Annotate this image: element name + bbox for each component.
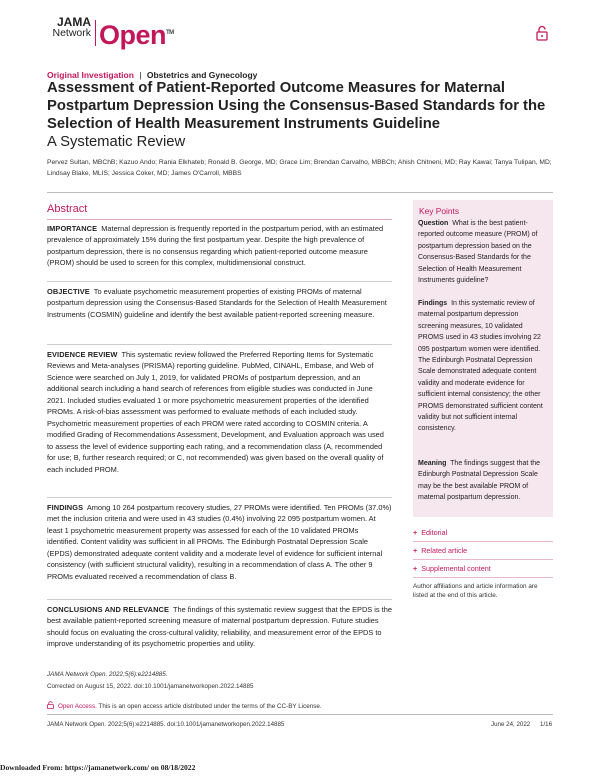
editorial-link-label: Editorial [421,528,448,537]
key-point-label: Question [418,220,449,227]
supplemental-content-link-label: Supplemental content [421,564,491,573]
section-label: CONCLUSIONS AND RELEVANCE [47,605,169,614]
article-specialty: Obstetrics and Gynecology [146,70,258,80]
section-text: This systematic review followed the Preferred Reporting Items for Systematic Reviews and Meta-analyses (PRISMA) reporting guideline. PubMed, CINAHL, Embase, and Web of Science were searched on July 1, 2019, for validated PROMs of postpartum depression, and an additional search including a hand search of references from eligible studies was conducted in June 2021. Included studies evaluated 1 or more psychometric measurement properties of the identified PROMs. A risk-of-bias assessment was performed to evaluate methods of each included study. Psychometric measurement properties of each PROM were rated according to COSMIN criteria. A modified Grading of Recommendations Assessment, Development, and Evaluation approach was used to assess the level of evidence supporting each rating, and a recommendation class (A, recommended for use; B, further research required; or C, not recommended) was given based on the overall quality of each included PROM. [47,350,384,474]
key-point-text: What is the best patient-reported outcome measure (PROM) of postpartum depression based on the Consensus-Based Standards for the Selection of Health Measurement Instruments guideline? [418,220,538,285]
key-points-heading: Key Points [419,206,460,216]
affiliations-note: Author affiliations and article information are listed at the end of this article. [413,583,538,599]
logo-line1: JAMA [56,15,91,29]
abstract-objective [47,286,392,320]
section-text: To evaluate psychometric measurement properties of existing PROMs of maternal postpartum depression using the Consensus-Based Standards for the Selection of Health Measurement Instruments (COSMIN) guideline and identify the best available patient-reported screening measure. [47,287,387,319]
footer-page-number: 1/16 [540,721,553,728]
tag-separator: | [139,70,142,80]
plus-icon: + [413,546,418,555]
logo-open [99,19,174,49]
key-point-label: Findings [418,300,448,307]
section-label: IMPORTANCE [47,224,98,233]
section-divider [47,599,392,600]
section-label: OBJECTIVE [47,287,90,296]
abstract-heading: Abstract [47,203,88,215]
open-access-label: Open Access. [58,703,97,710]
section-label: FINDINGS [47,503,84,512]
abstract-evidence-review [47,349,392,475]
open-access-text: This is an open access article distributed under the terms of the CC-BY License. [98,703,322,710]
section-text: The findings of this systematic review suggest that the EPDS is the best available patient-reported screening measure of maternal postpartum depression. Future studies should focus on evaluating the cross-cultural validity, reliability, and measurement error of the EPDS to improve understanding of its psychometric properties and utility. [47,605,392,649]
link-divider [413,577,553,578]
related-article-link-label: Related article [421,546,468,555]
key-point-text: In this systematic review of maternal postpartum depression screening measures, 10 validated PROMS used in 43 studies involving 22 095 postpartum women were identified. The Edinburgh Postnatal Depression Scale demonstrated adequate content validity and moderate evidence for sufficient internal consistency; the other PROMS demonstrated sufficient content validity but not sufficient internal consistency. [418,300,543,433]
section-text: Among 10 264 postpartum recovery studies, 27 PROMs were identified. Ten PROMs (37.0%) met the inclusion criteria and were used in 43 studies (0.4%) involving 22 095 postpartum women. At least 1 psychometric measurement property was assessed for each of the 10 validated PROMs identified. Content validity was sufficient in all PROMs. The Edinburgh Postnatal Depression Scale (EPDS) demonstrated adequate content validity and a moderate level of evidence for sufficient internal consistency (with sufficient structural validity), resulting in a recommendation of class A. The other 9 PROMs evaluated received a recommendation of class B. [47,503,392,581]
footer-date: June 24, 2022 [491,721,531,728]
plus-icon: + [413,528,418,537]
abstract-findings [47,502,392,582]
link-divider [413,559,553,560]
section-divider [47,497,392,498]
abstract-conclusions [47,604,392,650]
open-access-note [47,701,322,710]
section-text: Maternal depression is frequently reported in the postpartum period, with an estimated prevalence of approximately 15% during the first postpartum year. Despite the high prevalence of postpartum depression, there is no consensus regarding which patient-reported outcome measure (PROM) should be used to screen for this complex, multidimensional construct. [47,224,384,268]
abstract-underline [47,219,392,220]
article-category: Original Investigation [47,70,134,80]
supplemental-content-link[interactable] [413,564,491,573]
article-subtitle: A Systematic Review [47,134,186,150]
open-access-lock-icon [536,25,548,41]
abstract-importance [47,223,392,269]
section-label: EVIDENCE REVIEW [47,350,118,359]
related-article-link[interactable] [413,546,467,555]
key-point-question [418,218,550,286]
article-title: Assessment of Patient-Reported Outcome Measures for Maternal Postpartum Depression Using the Consensus-Based Standards for the Selection of Health Measurement Instruments Guideline [47,80,546,132]
footer-journal-line: JAMA Network Open. 2022;5(6):e2214885. doi:10.1001/jamanetworkopen.2022.14885 [47,721,285,728]
logo-tm: TM [166,30,174,36]
key-point-label: Meaning [418,460,447,467]
key-point-text: The findings suggest that the Edinburgh Postnatal Depression Scale may be the best available PROM of maternal postpartum depression. [418,460,541,502]
author-list: Pervez Sultan, MBChB; Kazuo Ando; Rania Elkhateb; Ronald B. George, MD; Grace Lim; Brendan Carvalho, MBBCh; Ahish Chitneni, MD; Ray Kawai; Tanya Tulipan, MD; Lindsay Blake, MLIS; Jessica Coker, MD; James O'Carroll, MBBS [47,159,552,177]
section-divider [47,281,392,282]
journal-logo-text [47,17,91,39]
editorial-link[interactable] [413,528,447,537]
header-rule [47,192,553,193]
plus-icon: + [413,564,418,573]
logo-open-text: Open [99,20,167,50]
key-point-findings [418,298,550,435]
citation-line: JAMA Network Open. 2022;5(6):e2214885. [47,671,168,678]
key-point-meaning [418,458,550,504]
logo-line2: Network [52,27,91,39]
download-stamp: Downloaded From: https://jamanetwork.com/ on 08/18/2022 [0,763,196,772]
logo-divider [95,20,96,46]
link-divider [413,541,553,542]
section-divider [47,344,392,345]
open-access-icon [47,701,54,709]
correction-line: Corrected on August 15, 2022. doi:10.1001/jamanetworkopen.2022.14885 [47,683,254,690]
footer-rule [47,714,553,715]
